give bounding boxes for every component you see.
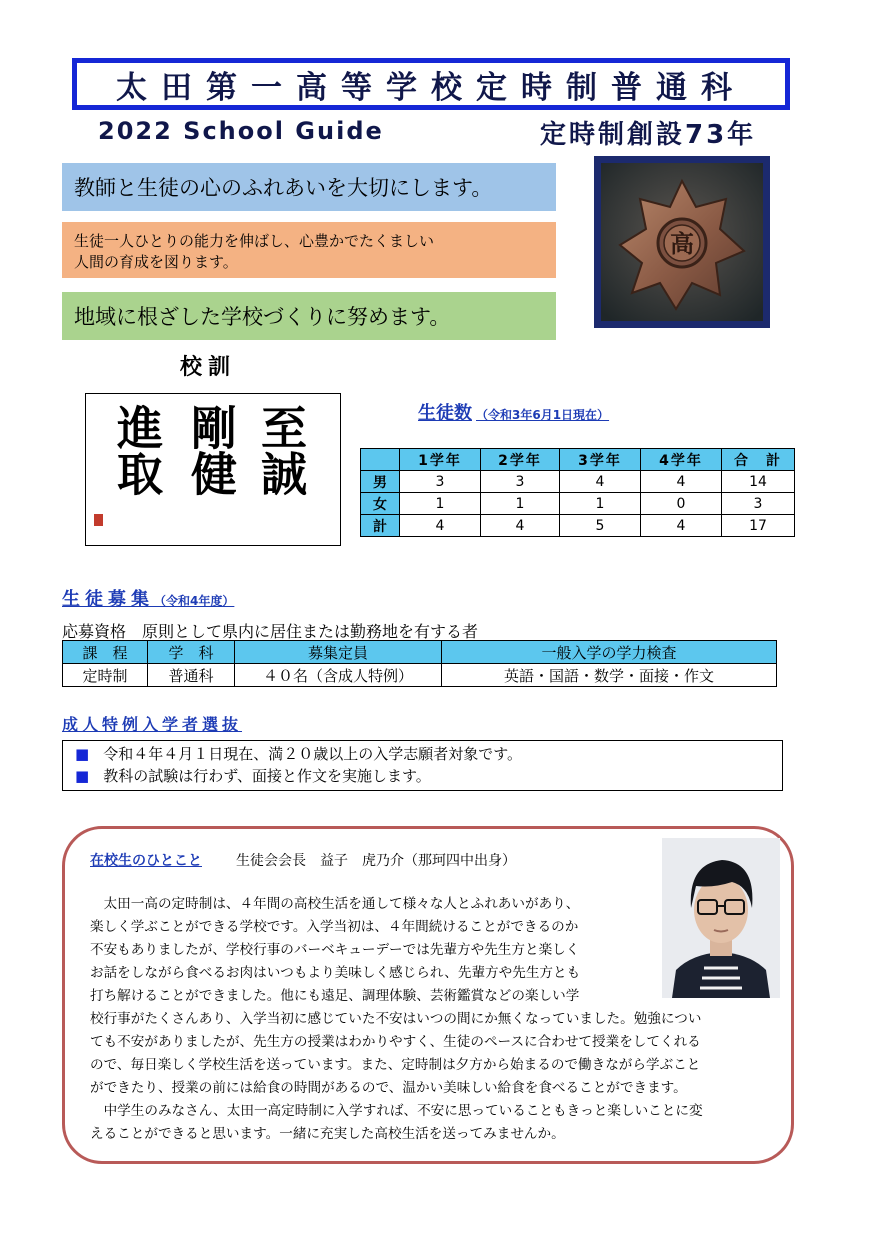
table-header-cell: 一般入学の学力検査 <box>442 641 777 664</box>
row-label: 女 <box>361 493 400 515</box>
table-header-row <box>361 449 795 471</box>
voice-line: 中学生のみなさん、太田一高定時制に入学すれば、不安に思っていることもきっと楽しいことに変 <box>90 1103 703 1119</box>
recruit-title: 生徒募集 <box>62 589 154 610</box>
row-label: 男 <box>361 471 400 493</box>
table-cell: 英語・国語・数学・面接・作文 <box>442 664 777 687</box>
table-cell: 0 <box>641 493 722 515</box>
table-cell: 4 <box>560 471 641 493</box>
voice-line: 打ち解けることができました。他にも遠足、調理体験、芸術鑑賞などの楽しい学 <box>90 988 580 1004</box>
student-count-title: 生徒数 <box>418 403 472 424</box>
motto-line-2b: 人間の育成を図ります。 <box>74 253 238 271</box>
table-header-row <box>63 641 777 664</box>
motto-line-3: 地域に根ざした学校づくりに努めます。 <box>74 305 451 329</box>
recruit-heading <box>62 585 234 611</box>
table-cell: 4 <box>641 515 722 537</box>
table-cell: 定時制 <box>63 664 148 687</box>
table-cell: 普通科 <box>148 664 235 687</box>
table-cell: 3 <box>400 471 481 493</box>
recruit-table <box>62 640 777 687</box>
table-header-cell: 1学年 <box>400 449 481 471</box>
table-header-cell: 3学年 <box>560 449 641 471</box>
table-cell: 3 <box>722 493 795 515</box>
voice-speaker: 生徒会会長 益子 虎乃介（那珂四中出身） <box>236 853 516 869</box>
table-header-cell: 募集定員 <box>235 641 442 664</box>
table-cell: 17 <box>722 515 795 537</box>
title-box <box>72 58 790 110</box>
table-cell: 4 <box>481 515 560 537</box>
table-header-cell: 2学年 <box>481 449 560 471</box>
square-bullet-icon: ■ <box>75 767 90 785</box>
list-item-text: 教科の試験は行わず、面接と作文を実施します。 <box>103 767 431 785</box>
motto-line-1: 教師と生徒の心のふれあいを大切にします。 <box>74 176 493 200</box>
school-crest-photo <box>594 156 770 328</box>
kokun-label: 校訓 <box>180 354 237 380</box>
table-cell: 4 <box>641 471 722 493</box>
voice-line: 校行事がたくさんあり、入学当初に感じていた不安はいつの間にか無くなっていました。勉強につい <box>90 1011 702 1027</box>
table-row <box>361 515 795 537</box>
subtitle-jp: 定時制創設73年 <box>540 120 757 150</box>
voice-line: 太田一高の定時制は、４年間の高校生活を通して様々な人とふれあいがあり、 <box>90 896 580 912</box>
voice-line: 楽しく学ぶことができる学校です。入学当初は、４年間続けることができるのか <box>90 919 579 935</box>
table-row <box>361 493 795 515</box>
motto-band-2 <box>62 222 556 278</box>
table-cell: 14 <box>722 471 795 493</box>
voice-line: ので、毎日楽しく学校生活を送っています。また、定時制は夕方から始まるので働きながら学ぶこと <box>90 1057 701 1073</box>
voice-header <box>90 850 516 870</box>
square-bullet-icon: ■ <box>75 745 90 763</box>
voice-body <box>90 893 790 1146</box>
voice-line: 不安もありましたが、学校行事のバーベキューデーでは先輩方や先生方と楽しく <box>90 942 580 958</box>
table-header-cell <box>361 449 400 471</box>
table-cell: 1 <box>560 493 641 515</box>
row-label: 計 <box>361 515 400 537</box>
motto-band-3 <box>62 292 556 340</box>
table-header-cell: 合 計 <box>722 449 795 471</box>
kokun-col-3: 進取 <box>110 404 164 496</box>
kokun-calligraphy <box>85 393 341 546</box>
voice-title: 在校生のひとこと <box>90 853 202 869</box>
table-cell: 4 <box>400 515 481 537</box>
voice-line: お話をしながら食べるお肉はいつもより美味しく感じられ、先輩方や先生方とも <box>90 965 581 981</box>
voice-line: ができたり、授業の前には給食の時間があるので、温かい美味しい給食を食べることができます。 <box>90 1080 687 1096</box>
table-header-cell: 学 科 <box>148 641 235 664</box>
subtitle-en: 2022 School Guide <box>98 117 384 145</box>
table-cell: 5 <box>560 515 641 537</box>
table-row <box>361 471 795 493</box>
motto-band-1 <box>62 163 556 211</box>
table-cell: 1 <box>400 493 481 515</box>
student-count-date: （令和3年6月1日現在） <box>476 408 610 422</box>
kokun-col-2: 剛健 <box>184 404 238 496</box>
seal-stamp <box>94 514 103 526</box>
voice-line: ても不安がありましたが、先生方の授業はわかりやすく、生徒のペースに合わせて授業をしてくれる <box>90 1034 701 1050</box>
table-cell: 3 <box>481 471 560 493</box>
recruit-year: （令和4年度） <box>154 594 235 608</box>
table-header-cell: 課 程 <box>63 641 148 664</box>
adult-info-box <box>62 740 783 791</box>
page-title: 太田第一高等学校定時制普通科 <box>116 69 746 106</box>
list-item <box>75 765 782 787</box>
student-count-table <box>360 448 795 537</box>
table-header-cell: 4学年 <box>641 449 722 471</box>
motto-line-2a: 生徒一人ひとりの能力を伸ばし、心豊かでたくましい <box>74 232 435 250</box>
student-count-heading <box>418 399 609 425</box>
table-cell: ４０名（含成人特例） <box>235 664 442 687</box>
table-cell: 1 <box>481 493 560 515</box>
crest-emblem-icon <box>601 163 763 321</box>
voice-line: えることができると思います。一緒に充実した高校生活を送ってみませんか。 <box>90 1126 565 1142</box>
list-item-text: 令和４年４月１日現在、満２０歳以上の入学志願者対象です。 <box>103 745 522 763</box>
table-row <box>63 664 777 687</box>
qualification-text: 応募資格 原則として県内に居住または勤務地を有する者 <box>62 622 479 641</box>
list-item <box>75 743 782 765</box>
adult-heading: 成人特例入学者選抜 <box>62 715 243 734</box>
crest-char: 高 <box>670 229 694 258</box>
kokun-col-1: 至誠 <box>254 404 308 496</box>
